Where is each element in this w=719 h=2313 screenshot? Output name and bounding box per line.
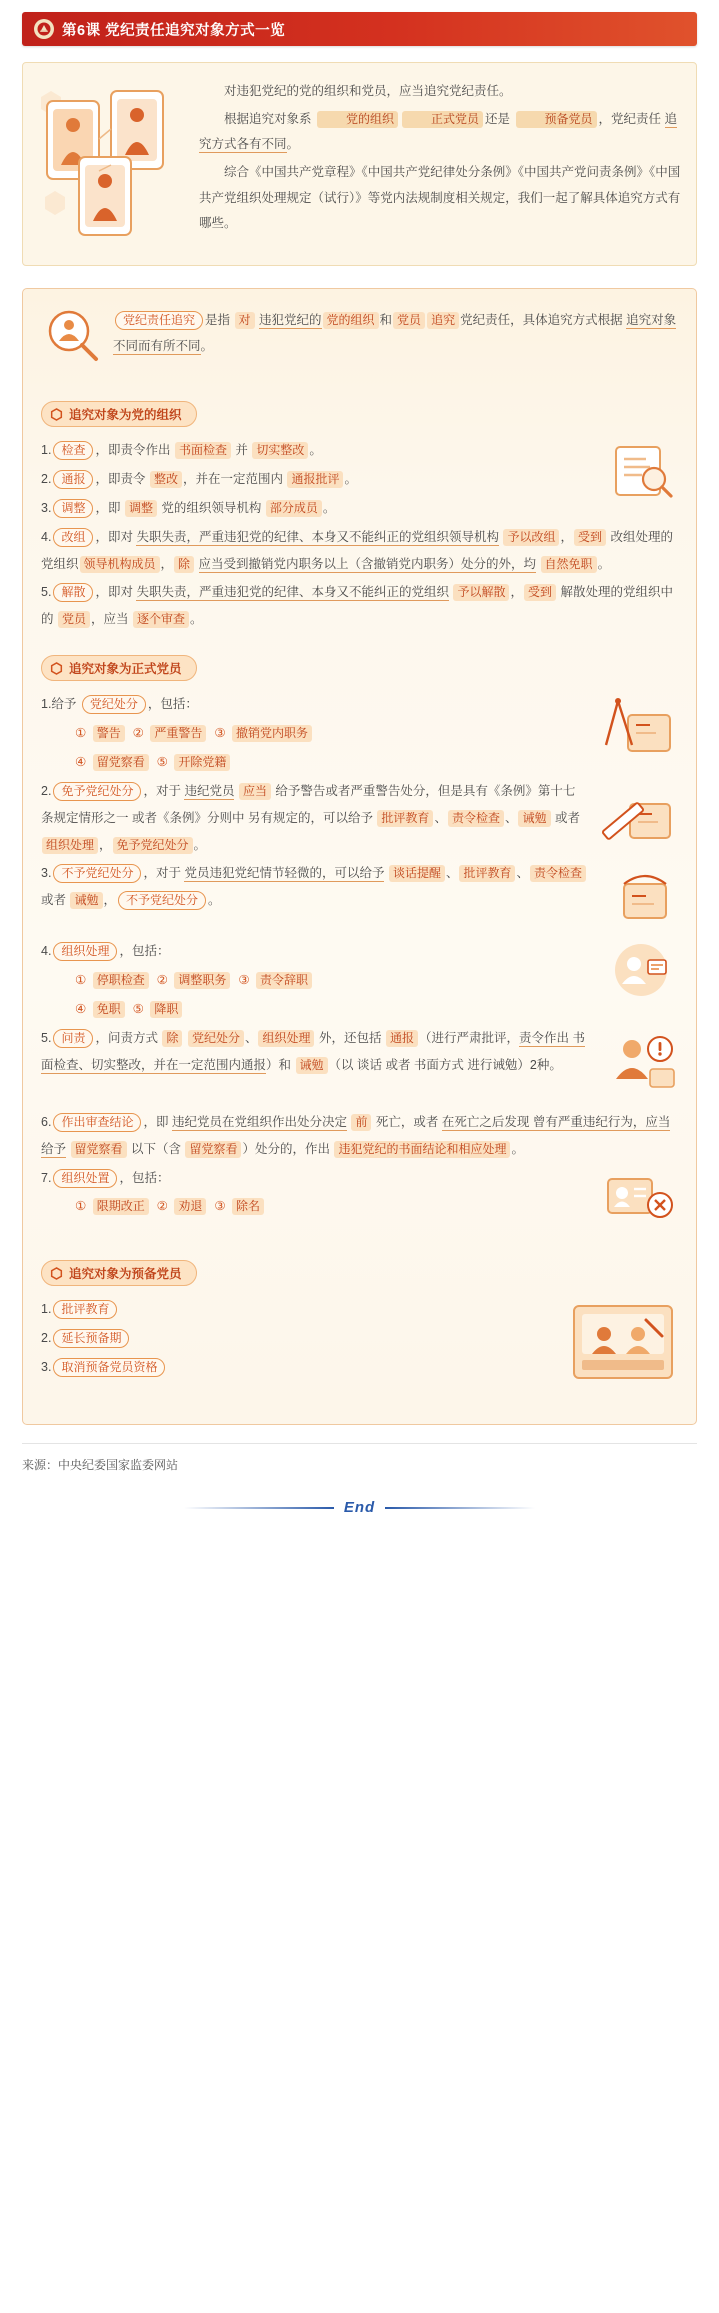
- illustration-id-card-x: [602, 1169, 678, 1235]
- lead-chip-dui: 对: [235, 312, 255, 329]
- section-header-full-member: [41, 655, 197, 681]
- intro-paragraph-2: 根据追究对象系 党的组织 正式党员 还是 预备党员 ，党纪责任 追究方式各有不同。: [199, 111, 678, 152]
- illustration-oath-scene: [568, 1300, 678, 1394]
- illustration-person-alert: [602, 1029, 678, 1103]
- intro-paragraph-3: 综合《中国共产党章程》《中国共产党纪律处分条例》《中国共产党问责条例》《中国共产党组织处理规定（试行）》等党内法规制度相关规定，我们一起了解具体追究方式有哪些。: [199, 164, 681, 231]
- illustration-document-search: [606, 441, 678, 511]
- list-item: 3. 调整 ，即 调整 党的组织领导机构 部分成员 。: [41, 495, 678, 522]
- list-item: ① 警告 ② 严重警告 ③ 撤销党内职务: [41, 720, 678, 747]
- list-item: ④ 免职 ⑤ 降职: [41, 996, 678, 1023]
- end-divider: [0, 1499, 719, 1516]
- divider-line-left: [184, 1507, 334, 1509]
- intro-illustration: [33, 79, 193, 249]
- divider-line-right: [385, 1507, 535, 1509]
- hexagon-icon: [50, 662, 63, 675]
- source-label: 来源：中央纪委国家监委网站: [22, 1443, 697, 1473]
- lead-chip-pursue: 追究: [427, 312, 459, 329]
- section-full-member: [41, 635, 678, 1240]
- lead-term: 党纪责任追究: [115, 311, 203, 330]
- section-items-organization: [41, 437, 678, 635]
- lead-chip-org: 党的组织: [323, 312, 379, 329]
- list-item: ① 停职检查 ② 调整职务 ③ 责令辞职: [41, 967, 678, 994]
- hexagon-icon: [50, 1267, 63, 1280]
- list-item: 5. 解散 ，即对 失职失责，严重违犯党的纪律、本身又不能纠正的党组织 予以解散 ， 受到 解散处理的党组织中的 党员 ，应当 逐个审查 。: [41, 585, 673, 627]
- illustration-person-card: [604, 942, 678, 1008]
- list-item: 3. 取消预备党员资格: [41, 1354, 678, 1381]
- list-item: 1. 批评教育: [41, 1296, 678, 1323]
- list-item: ④ 留党察看 ⑤ 开除党籍: [41, 749, 678, 776]
- page-title: 第6课 党纪责任追究对象方式一览: [62, 22, 286, 39]
- tag-org: 党的组织: [317, 111, 398, 128]
- lead-block: [41, 307, 678, 365]
- section-probationary: [41, 1240, 678, 1400]
- illustration-scale-box: [600, 864, 678, 932]
- list-item: 6. 作出审查结论 ，即 违纪党员在党组织作出处分决定 前 死亡，或者 在死亡之后发现 曾有严重违纪行为，应当给予 留党察看 以下（含 留党察看 ）处分的，作出 违犯党纪的书面结论和相应处理 。: [41, 1114, 671, 1156]
- list-item: 1.给予 党纪处分 ，包括：: [41, 691, 678, 718]
- intro-paragraph-1: 对违犯党纪的党的组织和党员，应当追究党纪责任。: [224, 84, 512, 98]
- list-item: 5. 问责 ，问责方式 除 党纪处分 、 组织处理 外，还包括 通报 （进行严肃批评，责令作出 书面检查、切实整改，并在一定范围内通报）和 诫勉 （以 谈话 或者 书面方式 进行诫勉）2种。: [41, 1030, 585, 1072]
- tag-probationary: 预备党员: [516, 111, 597, 128]
- list-item: 2. 免予党纪处分 ，对于 违纪党员 应当 给予警告或者严重警告处分，但是具有《条例》第十七条规定情形之一 或者《条例》分则中 另有规定的，可以给予 批评教育 、 责令检查 、 诫勉 或者 组织处理 ， 免予党纪处分 。: [41, 783, 580, 852]
- section-items-full-member: [41, 691, 678, 1240]
- section-title-full-member: 追究对象为正式党员: [69, 662, 182, 677]
- content-card: [22, 288, 697, 1425]
- list-item: 2. 通报 ，即责令 整改 ，并在一定范围内 通报批评 。: [41, 466, 678, 493]
- document-page: [0, 12, 719, 2313]
- list-item: 4. 改组 ，即对 失职失责，严重违犯党的纪律、本身又不能纠正的党组织领导机构 予以改组 ， 受到 改组处理的党组织 领导机构成员 ， 除 应当受到撤销党内职务以上（含撤销党内职务）处分的外，均 自然免职 。: [41, 529, 673, 571]
- lead-text: 党纪责任追究 是指 对 违犯党纪的 党的组织 和 党员 追究 党纪责任，具体追究方式根据 追究对象不同而有所不同。: [113, 313, 677, 354]
- section-header-probationary: [41, 1260, 197, 1286]
- magnifier-person-icon: [41, 307, 103, 365]
- list-item: 7. 组织处置 ，包括：: [41, 1165, 678, 1192]
- hexagon-icon: [50, 408, 63, 421]
- illustration-compass-box: [598, 695, 678, 767]
- section-header-organization: [41, 401, 197, 427]
- lead-ul-2: 追究对象不同而有所不同: [113, 313, 677, 354]
- section-items-probationary: [41, 1296, 678, 1400]
- list-item: 1. 检查 ，即责令作出 书面检查 并 切实整改 。: [41, 437, 678, 464]
- lead-chip-member: 党员: [393, 312, 425, 329]
- section-title-probationary: 追究对象为预备党员: [69, 1267, 182, 1282]
- end-word: End: [343, 1499, 376, 1517]
- illustration-ruler-box: [598, 782, 678, 854]
- lead-ul-1: 违犯党纪的: [259, 313, 322, 327]
- emblem-icon: [34, 19, 54, 39]
- list-item: ① 限期改正 ② 劝退 ③ 除名: [41, 1193, 678, 1220]
- intro-text: [193, 79, 682, 249]
- intro-card: [22, 62, 697, 266]
- list-item: 2. 延长预备期: [41, 1325, 678, 1352]
- list-item: 4. 组织处理 ，包括：: [41, 938, 678, 965]
- tag-full-member: 正式党员: [402, 111, 483, 128]
- list-item: 3. 不予党纪处分 ，对于 党员违犯党纪情节轻微的，可以给予 谈话提醒 、 批评教育 、 责令检查 或者 诫勉 ， 不予党纪处分 。: [41, 860, 678, 914]
- page-header: [22, 12, 697, 46]
- section-title-organization: 追究对象为党的组织: [69, 408, 182, 422]
- section-organization: [41, 381, 678, 635]
